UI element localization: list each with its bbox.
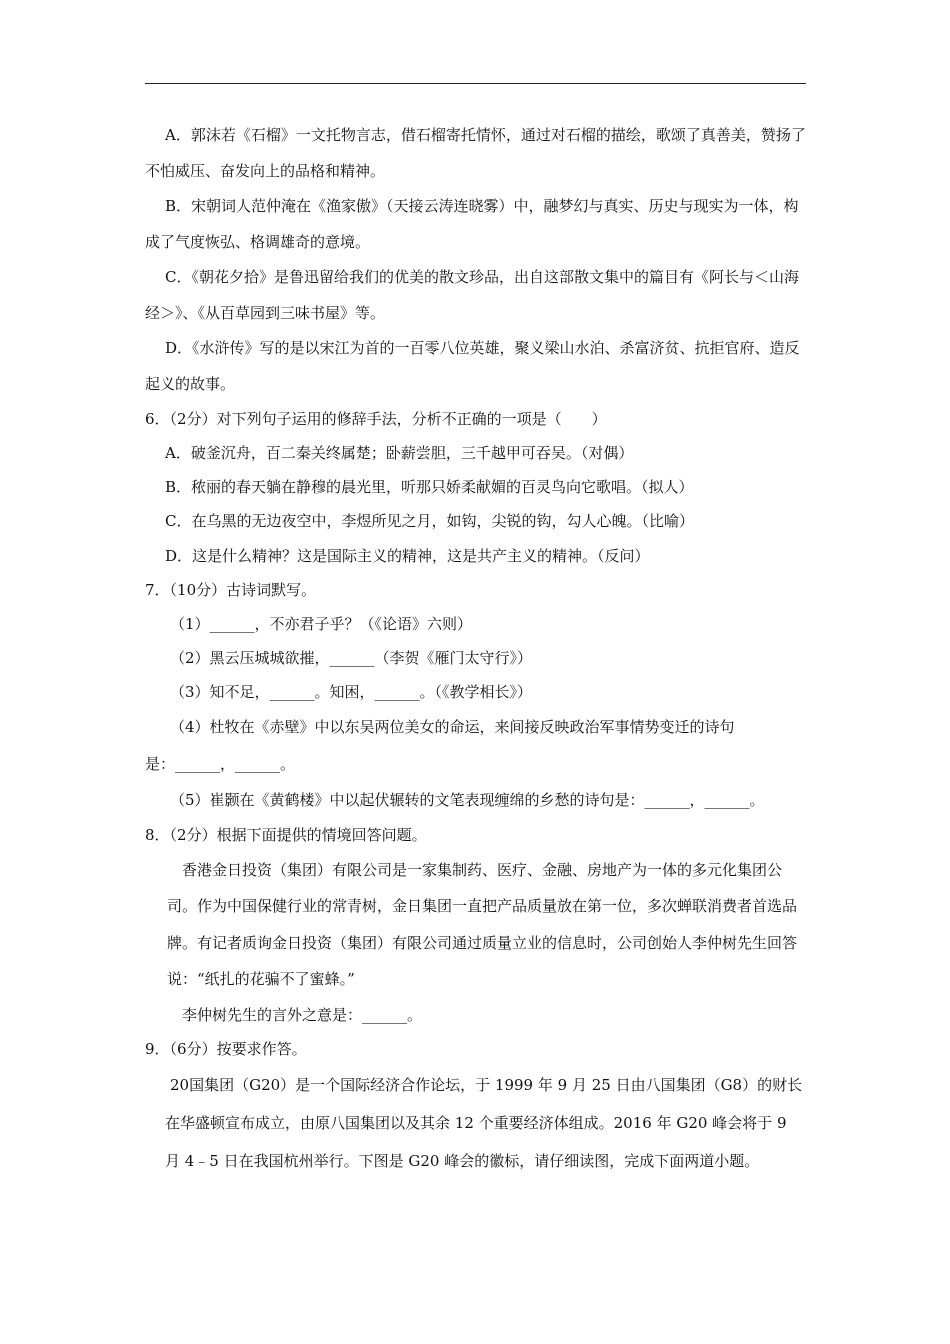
q6-option-c: C．在乌黑的无边夜空中，李煜所见之月，如钩，尖锐的钩，勾人心魄。（比喻） xyxy=(165,512,694,531)
q7-sub-3: （3）知不足，______。知困，______。（《教学相长》） xyxy=(170,683,533,702)
q7-sub-4: （4）杜牧在《赤壁》中以东吴两位美女的命运，来间接反映政治军事情势变迁的诗句 xyxy=(170,718,735,737)
q8-stem: 8．（2分）根据下面提供的情境回答问题。 xyxy=(145,825,427,844)
q9-passage: 20国集团（G20）是一个国际经济合作论坛，于 1999 年 9 月 25 日由八国集团（G8）的财长在华盛顿宣布成立，由原八国集团以及其余 12 个重要经济体组成。2016 年 G20 峰会将于 9 月 4﹣5 日在我国杭州举行。下图是 G20 峰会的徽标，请仔细读图，完成下面两道小题。 xyxy=(165,1075,803,1170)
document-page xyxy=(145,118,806,1180)
q6-option-a: A．破釜沉舟，百二秦关终属楚；卧薪尝胆，三千越甲可吞吴。（对偶） xyxy=(165,444,634,462)
q9-stem: 9．（6分）按要求作答。 xyxy=(145,1039,307,1058)
q7-sub-1: （1）______，不亦君子乎？（《论语》六则） xyxy=(170,614,473,633)
q5-option-b: B．宋朝词人范仲淹在《渔家傲》（天接云涛连晓雾）中，融梦幻与真实、历史与现实为一体，构成了气度恢弘、格调雄奇的意境。 xyxy=(145,197,799,251)
header-rule xyxy=(145,83,806,84)
q7-sub-2: （2）黑云压城城欲摧，______（李贺《雁门太守行》） xyxy=(170,649,533,668)
q6-option-b: B．秾丽的春天躺在静穆的晨光里，听那只娇柔献媚的百灵鸟向它歌唱。（拟人） xyxy=(165,478,694,497)
q8-passage: 香港金日投资（集团）有限公司是一家集制药、医疗、金融、房地产为一体的多元化集团公司。作为中国保健行业的常青树，金日集团一直把产品质量放在第一位，多次蝉联消费者首选品牌。有记者质询金日投资（集团）有限公司通过质量立业的信息时，公司创始人李仲树先生回答说：“纸扎的花骗不了蜜蜂。” xyxy=(167,860,798,989)
q5-option-c: C．《朝花夕拾》是鲁迅留给我们的优美的散文珍品，出自这部散文集中的篇目有《阿长与＜山海经＞》、《从百草园到三味书屋》等。 xyxy=(145,268,799,322)
q6-stem: 6．（2分）对下列句子运用的修辞手法，分析不正确的一项是（ ） xyxy=(145,410,607,428)
q5-option-d: D．《水浒传》写的是以宋江为首的一百零八位英雄，聚义梁山水泊、杀富济贫、抗拒官府、造反起义的故事。 xyxy=(145,339,800,393)
q5-option-a: A．郭沫若《石榴》一文托物言志，借石榴寄托情怀，通过对石榴的描绘，歌颂了真善美，赞扬了不怕威压、奋发向上的品格和精神。 xyxy=(145,126,806,180)
q7-sub-5: （5）崔颢在《黄鹤楼》中以起伏辗转的文笔表现缠绵的乡愁的诗句是：______，______。 xyxy=(170,791,765,810)
q7-stem: 7．（10分）古诗词默写。 xyxy=(145,580,317,599)
q8-answer-prompt: 李仲树先生的言外之意是：______。 xyxy=(182,1005,423,1024)
q7-sub-4-continued: 是：______，______。 xyxy=(145,755,296,774)
q6-option-d: D．这是什么精神？这是国际主义的精神，这是共产主义的精神。（反问） xyxy=(165,546,650,565)
